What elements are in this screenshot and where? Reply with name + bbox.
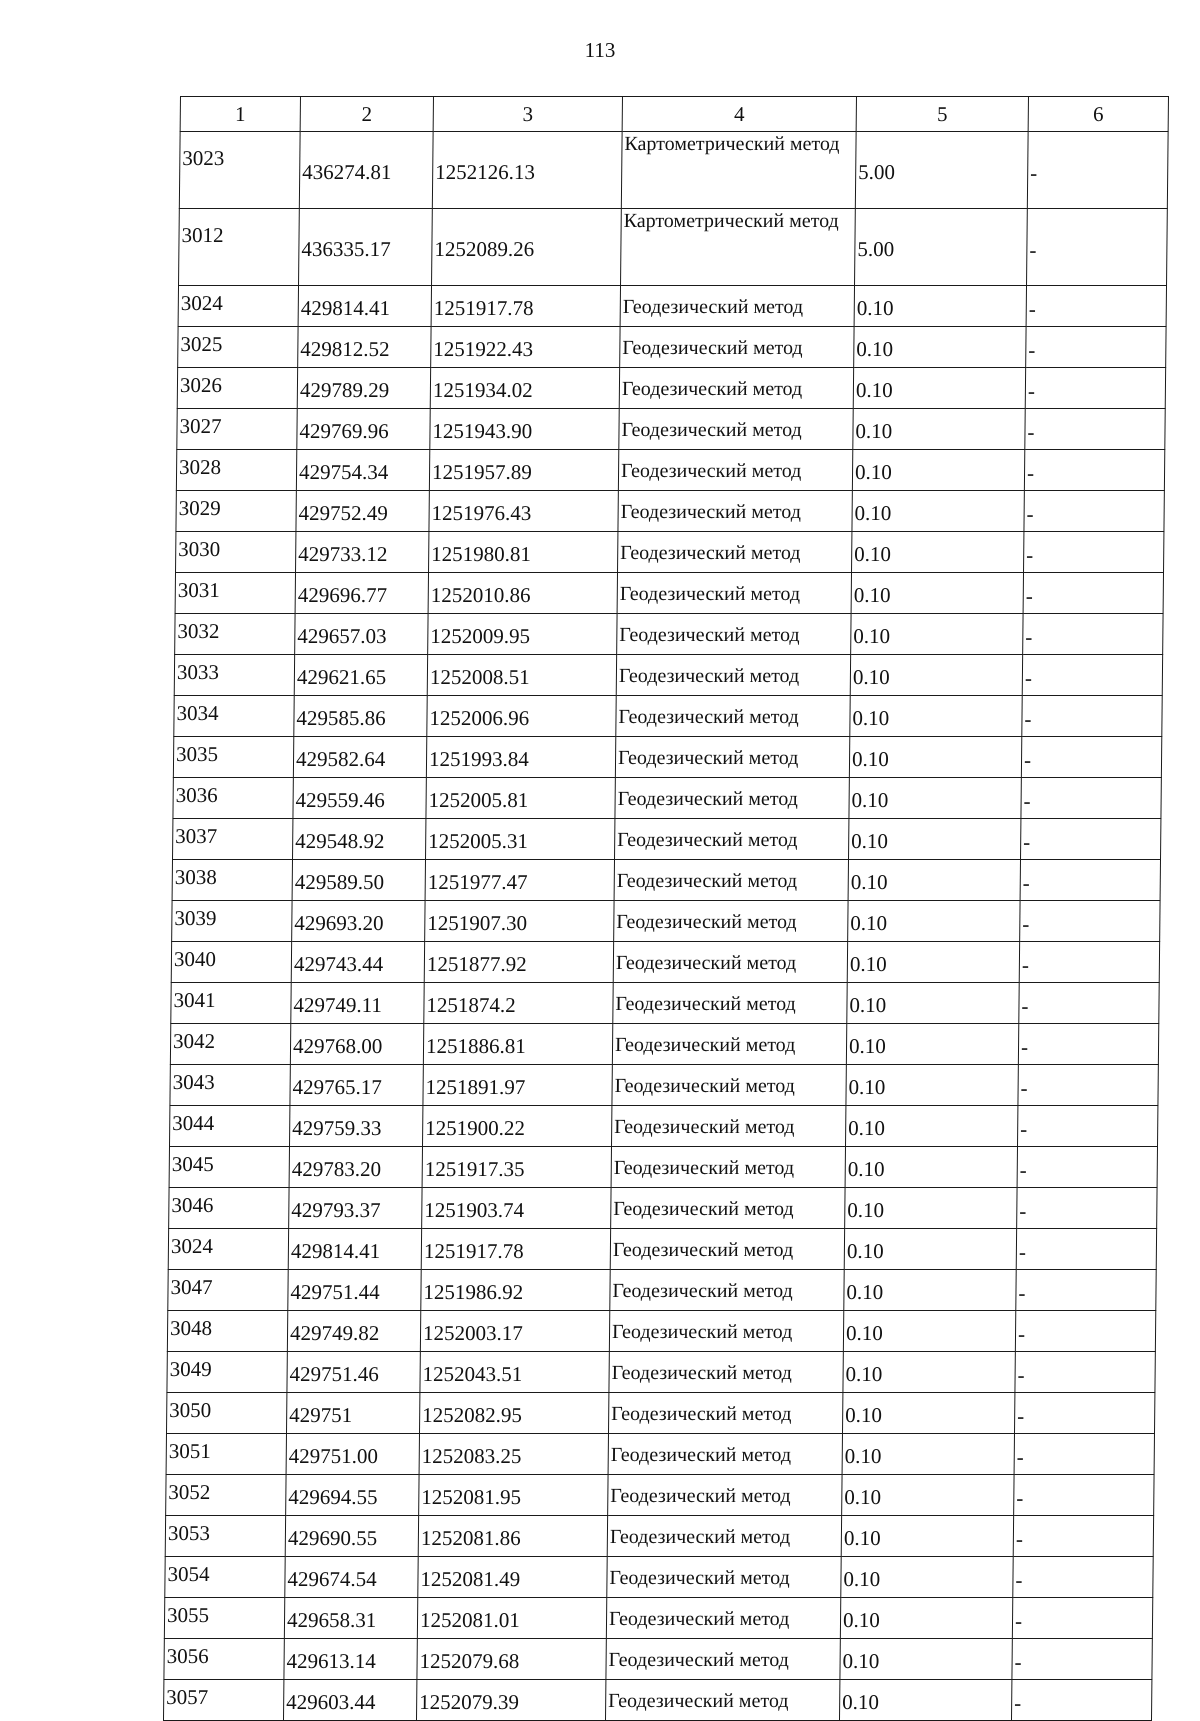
method-cell: Геодезический метод (618, 491, 852, 532)
note-cell: - (1020, 901, 1160, 942)
table-row (175, 573, 1163, 614)
note-cell: - (1018, 1024, 1158, 1065)
table-header-row (180, 97, 1168, 132)
accuracy-cell: 0.10 (851, 614, 1023, 655)
accuracy-cell: 0.10 (840, 1598, 1012, 1639)
table-row (172, 901, 1160, 942)
x-coordinate-cell: 429783.20 (289, 1147, 422, 1188)
point-number-cell: 3057 (163, 1680, 283, 1721)
y-coordinate-cell: 1252009.95 (428, 614, 617, 655)
method-cell: Геодезический метод (615, 737, 849, 778)
table-row (176, 491, 1164, 532)
y-coordinate-cell: 1252081.49 (418, 1557, 607, 1598)
x-coordinate-cell: 429749.11 (291, 983, 424, 1024)
y-coordinate-cell: 1252008.51 (427, 655, 616, 696)
accuracy-cell: 0.10 (850, 655, 1022, 696)
x-coordinate-cell: 429754.34 (296, 450, 429, 491)
note-cell: - (1023, 573, 1163, 614)
note-cell: - (1018, 1065, 1158, 1106)
note-cell: - (1014, 1434, 1154, 1475)
table-row (166, 1434, 1154, 1475)
y-coordinate-cell: 1251891.97 (423, 1065, 612, 1106)
y-coordinate-cell: 1251976.43 (429, 491, 618, 532)
point-number-cell: 3029 (176, 491, 296, 532)
table-row (170, 1065, 1158, 1106)
column-header-4: 4 (622, 97, 856, 132)
coordinates-table (163, 96, 1169, 1721)
x-coordinate-cell: 429621.65 (294, 655, 427, 696)
point-number-cell: 3036 (173, 778, 293, 819)
x-coordinate-cell: 429759.33 (289, 1106, 422, 1147)
note-cell: - (1014, 1475, 1154, 1516)
point-number-cell: 3053 (165, 1516, 285, 1557)
point-number-cell: 3040 (171, 942, 291, 983)
accuracy-cell: 0.10 (846, 1065, 1018, 1106)
table-row (165, 1557, 1153, 1598)
note-cell: - (1027, 209, 1168, 286)
method-cell: Геодезический метод (619, 409, 853, 450)
method-cell: Геодезический метод (607, 1516, 841, 1557)
method-cell: Картометрический метод (621, 209, 856, 286)
x-coordinate-cell: 429765.17 (290, 1065, 423, 1106)
note-cell: - (1012, 1598, 1152, 1639)
point-number-cell: 3055 (164, 1598, 284, 1639)
note-cell: - (1026, 286, 1166, 327)
method-cell: Геодезический метод (612, 1024, 846, 1065)
method-cell: Геодезический метод (617, 614, 851, 655)
table-row (175, 614, 1163, 655)
y-coordinate-cell: 1252089.26 (432, 209, 622, 286)
table-row (171, 942, 1159, 983)
method-cell: Геодезический метод (609, 1352, 843, 1393)
accuracy-cell: 0.10 (839, 1680, 1011, 1721)
note-cell: - (1024, 450, 1164, 491)
note-cell: - (1012, 1639, 1152, 1680)
accuracy-cell: 0.10 (853, 368, 1025, 409)
point-number-cell: 3052 (166, 1475, 286, 1516)
y-coordinate-cell: 1252079.68 (417, 1639, 606, 1680)
table-row (166, 1393, 1154, 1434)
table-row (173, 819, 1161, 860)
x-coordinate-cell: 436274.81 (299, 132, 433, 209)
table-row (169, 1106, 1157, 1147)
accuracy-cell: 0.10 (851, 573, 1023, 614)
accuracy-cell: 0.10 (848, 860, 1020, 901)
note-cell: - (1016, 1270, 1156, 1311)
page-number: 113 (584, 38, 616, 62)
x-coordinate-cell: 429768.00 (290, 1024, 423, 1065)
point-number-cell: 3034 (174, 696, 294, 737)
method-cell: Геодезический метод (617, 573, 851, 614)
method-cell: Геодезический метод (609, 1311, 843, 1352)
x-coordinate-cell: 429658.31 (284, 1598, 417, 1639)
point-number-cell: 3051 (166, 1434, 286, 1475)
point-number-cell: 3031 (175, 573, 295, 614)
note-cell: - (1017, 1188, 1157, 1229)
accuracy-cell: 0.10 (841, 1557, 1013, 1598)
note-cell: - (1027, 132, 1168, 209)
table-row (167, 1311, 1155, 1352)
y-coordinate-cell: 1252005.31 (426, 819, 615, 860)
y-coordinate-cell: 1252079.39 (416, 1680, 605, 1721)
x-coordinate-cell: 429548.92 (293, 819, 426, 860)
x-coordinate-cell: 429694.55 (286, 1475, 419, 1516)
x-coordinate-cell: 429657.03 (295, 614, 428, 655)
table-row (166, 1475, 1154, 1516)
method-cell: Геодезический метод (606, 1639, 840, 1680)
note-cell: - (1017, 1147, 1157, 1188)
point-number-cell: 3049 (167, 1352, 287, 1393)
method-cell: Геодезический метод (612, 1065, 846, 1106)
y-coordinate-cell: 1252081.95 (419, 1475, 608, 1516)
note-cell: - (1025, 409, 1165, 450)
method-cell: Геодезический метод (620, 327, 854, 368)
method-cell: Геодезический метод (618, 450, 852, 491)
method-cell: Геодезический метод (619, 368, 853, 409)
note-cell: - (1021, 778, 1161, 819)
column-header-1: 1 (180, 97, 300, 132)
column-header-5: 5 (856, 97, 1028, 132)
point-number-cell: 3027 (177, 409, 297, 450)
table-row (178, 286, 1166, 327)
note-cell: - (1019, 983, 1159, 1024)
method-cell: Геодезический метод (614, 901, 848, 942)
point-number-cell: 3037 (173, 819, 293, 860)
accuracy-cell: 5.00 (855, 132, 1028, 209)
accuracy-cell: 0.10 (854, 286, 1026, 327)
table-row (168, 1229, 1156, 1270)
y-coordinate-cell: 1251874.2 (424, 983, 613, 1024)
y-coordinate-cell: 1251922.43 (431, 327, 620, 368)
x-coordinate-cell: 429751.44 (288, 1270, 421, 1311)
y-coordinate-cell: 1252043.51 (420, 1352, 609, 1393)
method-cell: Геодезический метод (618, 532, 852, 573)
method-cell: Геодезический метод (605, 1680, 839, 1721)
accuracy-cell: 5.00 (855, 209, 1028, 286)
x-coordinate-cell: 429814.41 (288, 1229, 421, 1270)
table-row (178, 327, 1166, 368)
y-coordinate-cell: 1252010.86 (428, 573, 617, 614)
y-coordinate-cell: 1251957.89 (429, 450, 618, 491)
note-cell: - (1020, 860, 1160, 901)
accuracy-cell: 0.10 (850, 696, 1022, 737)
x-coordinate-cell: 429751.46 (287, 1352, 420, 1393)
method-cell: Геодезический метод (620, 286, 854, 327)
table-row (179, 209, 1168, 286)
table-row (165, 1516, 1153, 1557)
method-cell: Геодезический метод (615, 778, 849, 819)
method-cell: Геодезический метод (611, 1188, 845, 1229)
method-cell: Геодезический метод (608, 1393, 842, 1434)
note-cell: - (1023, 614, 1163, 655)
point-number-cell: 3054 (165, 1557, 285, 1598)
note-cell: - (1017, 1106, 1157, 1147)
y-coordinate-cell: 1251943.90 (430, 409, 619, 450)
accuracy-cell: 0.10 (849, 737, 1021, 778)
table-row (174, 655, 1162, 696)
table-row (163, 1680, 1151, 1721)
point-number-cell: 3012 (179, 209, 300, 286)
table-row (169, 1188, 1157, 1229)
point-number-cell: 3056 (164, 1639, 284, 1680)
table-row (164, 1639, 1152, 1680)
point-number-cell: 3043 (170, 1065, 290, 1106)
x-coordinate-cell: 436335.17 (299, 209, 433, 286)
accuracy-cell: 0.10 (849, 819, 1021, 860)
method-cell: Геодезический метод (616, 655, 850, 696)
y-coordinate-cell: 1252082.95 (419, 1393, 608, 1434)
accuracy-cell: 0.10 (846, 1024, 1018, 1065)
note-cell: - (1026, 327, 1166, 368)
accuracy-cell: 0.10 (844, 1229, 1016, 1270)
table-row (174, 696, 1162, 737)
column-header-2: 2 (300, 97, 433, 132)
point-number-cell: 3032 (175, 614, 295, 655)
point-number-cell: 3047 (168, 1270, 288, 1311)
y-coordinate-cell: 1252003.17 (420, 1311, 609, 1352)
point-number-cell: 3030 (176, 532, 296, 573)
y-coordinate-cell: 1252081.01 (417, 1598, 606, 1639)
x-coordinate-cell: 429674.54 (285, 1557, 418, 1598)
table-row (171, 983, 1159, 1024)
y-coordinate-cell: 1251977.47 (425, 860, 614, 901)
accuracy-cell: 0.10 (845, 1147, 1017, 1188)
table-row (176, 450, 1164, 491)
y-coordinate-cell: 1251917.78 (421, 1229, 610, 1270)
method-cell: Геодезический метод (608, 1475, 842, 1516)
table-row (173, 737, 1161, 778)
note-cell: - (1019, 942, 1159, 983)
x-coordinate-cell: 429752.49 (296, 491, 429, 532)
y-coordinate-cell: 1251986.92 (421, 1270, 610, 1311)
note-cell: - (1022, 696, 1162, 737)
x-coordinate-cell: 429743.44 (291, 942, 424, 983)
method-cell: Картометрический метод (621, 132, 856, 209)
accuracy-cell: 0.10 (852, 450, 1024, 491)
accuracy-cell: 0.10 (848, 901, 1020, 942)
method-cell: Геодезический метод (613, 942, 847, 983)
method-cell: Геодезический метод (613, 983, 847, 1024)
column-header-3: 3 (433, 97, 622, 132)
y-coordinate-cell: 1252081.86 (418, 1516, 607, 1557)
note-cell: - (1011, 1680, 1151, 1721)
column-header-6: 6 (1028, 97, 1168, 132)
method-cell: Геодезический метод (615, 819, 849, 860)
note-cell: - (1015, 1352, 1155, 1393)
y-coordinate-cell: 1252006.96 (427, 696, 616, 737)
method-cell: Геодезический метод (611, 1106, 845, 1147)
accuracy-cell: 0.10 (841, 1516, 1013, 1557)
accuracy-cell: 0.10 (852, 532, 1024, 573)
point-number-cell: 3044 (169, 1106, 289, 1147)
point-number-cell: 3035 (173, 737, 293, 778)
point-number-cell: 3039 (172, 901, 292, 942)
point-number-cell: 3041 (171, 983, 291, 1024)
table-row (177, 368, 1165, 409)
accuracy-cell: 0.10 (843, 1311, 1015, 1352)
table-row (170, 1024, 1158, 1065)
note-cell: - (1013, 1557, 1153, 1598)
method-cell: Геодезический метод (606, 1598, 840, 1639)
y-coordinate-cell: 1251903.74 (422, 1188, 611, 1229)
point-number-cell: 3026 (177, 368, 297, 409)
x-coordinate-cell: 429812.52 (298, 327, 431, 368)
x-coordinate-cell: 429603.44 (283, 1680, 416, 1721)
accuracy-cell: 0.10 (843, 1352, 1015, 1393)
x-coordinate-cell: 429789.29 (297, 368, 430, 409)
point-number-cell: 3024 (168, 1229, 288, 1270)
table-body (163, 132, 1168, 1721)
point-number-cell: 3033 (174, 655, 294, 696)
method-cell: Геодезический метод (614, 860, 848, 901)
point-number-cell: 3024 (178, 286, 298, 327)
accuracy-cell: 0.10 (854, 327, 1026, 368)
accuracy-cell: 0.10 (842, 1475, 1014, 1516)
table-row (164, 1598, 1152, 1639)
x-coordinate-cell: 429690.55 (285, 1516, 418, 1557)
note-cell: - (1022, 655, 1162, 696)
table-row (172, 860, 1160, 901)
point-number-cell: 3048 (167, 1311, 287, 1352)
y-coordinate-cell: 1252083.25 (419, 1434, 608, 1475)
table-row (176, 532, 1164, 573)
point-number-cell: 3046 (169, 1188, 289, 1229)
note-cell: - (1014, 1393, 1154, 1434)
x-coordinate-cell: 429613.14 (284, 1639, 417, 1680)
method-cell: Геодезический метод (607, 1557, 841, 1598)
note-cell: - (1021, 819, 1161, 860)
note-cell: - (1025, 368, 1165, 409)
x-coordinate-cell: 429585.86 (294, 696, 427, 737)
accuracy-cell: 0.10 (852, 491, 1024, 532)
point-number-cell: 3042 (170, 1024, 290, 1065)
y-coordinate-cell: 1251917.35 (422, 1147, 611, 1188)
method-cell: Геодезический метод (611, 1147, 845, 1188)
y-coordinate-cell: 1252005.81 (426, 778, 615, 819)
accuracy-cell: 0.10 (847, 983, 1019, 1024)
y-coordinate-cell: 1251886.81 (423, 1024, 612, 1065)
x-coordinate-cell: 429769.96 (297, 409, 430, 450)
y-coordinate-cell: 1251917.78 (431, 286, 620, 327)
x-coordinate-cell: 429749.82 (287, 1311, 420, 1352)
method-cell: Геодезический метод (610, 1270, 844, 1311)
table-row (179, 132, 1168, 209)
accuracy-cell: 0.10 (844, 1270, 1016, 1311)
table-row (169, 1147, 1157, 1188)
note-cell: - (1021, 737, 1161, 778)
y-coordinate-cell: 1251900.22 (422, 1106, 611, 1147)
x-coordinate-cell: 429582.64 (293, 737, 426, 778)
accuracy-cell: 0.10 (849, 778, 1021, 819)
point-number-cell: 3028 (176, 450, 296, 491)
y-coordinate-cell: 1251877.92 (424, 942, 613, 983)
y-coordinate-cell: 1251993.84 (426, 737, 615, 778)
point-number-cell: 3025 (178, 327, 298, 368)
table-row (167, 1352, 1155, 1393)
x-coordinate-cell: 429696.77 (295, 573, 428, 614)
table-row (177, 409, 1165, 450)
accuracy-cell: 0.10 (845, 1106, 1017, 1147)
accuracy-cell: 0.10 (847, 942, 1019, 983)
note-cell: - (1024, 532, 1164, 573)
note-cell: - (1013, 1516, 1153, 1557)
accuracy-cell: 0.10 (842, 1434, 1014, 1475)
note-cell: - (1016, 1229, 1156, 1270)
accuracy-cell: 0.10 (840, 1639, 1012, 1680)
y-coordinate-cell: 1251934.02 (430, 368, 619, 409)
x-coordinate-cell: 429559.46 (293, 778, 426, 819)
x-coordinate-cell: 429814.41 (298, 286, 431, 327)
table-row (168, 1270, 1156, 1311)
method-cell: Геодезический метод (608, 1434, 842, 1475)
table-row (173, 778, 1161, 819)
y-coordinate-cell: 1251980.81 (429, 532, 618, 573)
accuracy-cell: 0.10 (853, 409, 1025, 450)
point-number-cell: 3050 (166, 1393, 286, 1434)
x-coordinate-cell: 429751.00 (286, 1434, 419, 1475)
x-coordinate-cell: 429793.37 (289, 1188, 422, 1229)
accuracy-cell: 0.10 (842, 1393, 1014, 1434)
note-cell: - (1015, 1311, 1155, 1352)
y-coordinate-cell: 1252126.13 (432, 132, 622, 209)
point-number-cell: 3023 (179, 132, 300, 209)
method-cell: Геодезический метод (610, 1229, 844, 1270)
y-coordinate-cell: 1251907.30 (425, 901, 614, 942)
note-cell: - (1024, 491, 1164, 532)
x-coordinate-cell: 429589.50 (292, 860, 425, 901)
x-coordinate-cell: 429751 (286, 1393, 419, 1434)
accuracy-cell: 0.10 (845, 1188, 1017, 1229)
point-number-cell: 3038 (172, 860, 292, 901)
x-coordinate-cell: 429733.12 (296, 532, 429, 573)
method-cell: Геодезический метод (616, 696, 850, 737)
x-coordinate-cell: 429693.20 (292, 901, 425, 942)
point-number-cell: 3045 (169, 1147, 289, 1188)
